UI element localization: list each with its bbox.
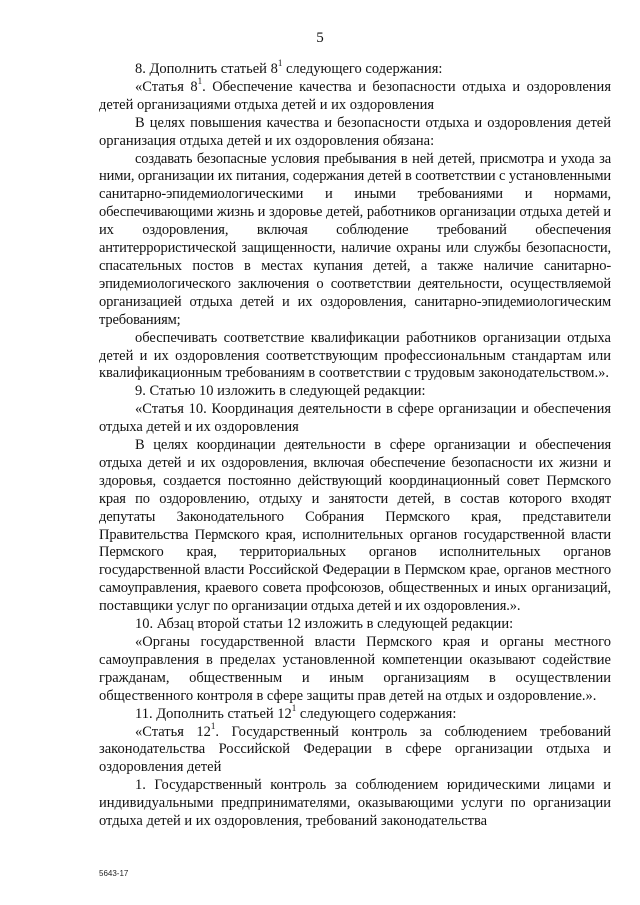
paragraph-qualification: обеспечивать соответствие квалификации работников организации отдыха детей и их оздоровления соответствующим профессиональным стандартам или квалификационным требованиям в соответствии с трудовым законодательством.». xyxy=(99,329,611,382)
paragraph-article-10-title: «Статья 10. Координация деятельности в сфере организации и обеспечения отдыха детей и их оздоровления xyxy=(99,401,611,436)
paragraph-article-8-1-intro: В целях повышения качества и безопасности отдыха и оздоровления детей организация отдыха детей и их оздоровления обязана: xyxy=(99,114,611,149)
page-number: 5 xyxy=(316,30,324,46)
document-body xyxy=(99,58,611,831)
paragraph-article-10-body: В целях координации деятельности в сфере организации и обеспечения отдыха детей и их оздоровления, включая обеспечение безопасности их жизни и здоровья, создается постоянно действующий координационный совет Пермского края по оздоровлению, отдыху и занятости детей, в состав которого входят депутаты Законодательного Собрания Пермского края, представители Правительства Пермского края, исполнительных органов государственной власти Пермского края, территориальных органов исполнительных органов государственной власти Российской Федерации в Пермском крае, органов местного самоуправления, краевого совета профсоюзов, общественных и иных организаций, поставщики услуг по организации отдыха детей и их оздоровления.». xyxy=(99,437,611,615)
paragraph-amendment-10: 10. Абзац второй статьи 12 изложить в следующей редакции: xyxy=(135,616,514,633)
paragraph-amendment-9: 9. Статью 10 изложить в следующей редакции: xyxy=(135,383,426,400)
paragraph-article-12-1-title: «Статья $12^1$. Государственный контроль за соблюдением требований законодательства Российской Федерации в сфере организации отдыха и оздоровления детей xyxy=(99,720,611,776)
paragraph-amendment-11: 11. Дополнить статьей $12^1$ следующего содержания: xyxy=(135,702,457,722)
document-code: 5643-17 xyxy=(99,869,129,878)
paragraph-safe-conditions: создавать безопасные условия пребывания в ней детей, присмотра и ухода за ними, организации их питания, содержания детей в соответствии с установленными санитарно-эпидемиологическими и иными требованиями и нормами, обеспечивающими жизнь и здоровье детей, работников организации отдыха детей и их оздоровления, включая соблюдение требований обеспечения антитеррористической защищенности, наличие охраны или службы безопасности, спасательных постов в местах купания детей, а также наличие санитарно-эпидемиологического заключения о соответствии деятельности, осуществляемой организацией отдыха детей и их оздоровления, санитарно-эпидемиологическим требованиям; xyxy=(99,150,611,328)
paragraph-amendment-8: 8. Дополнить статьей $8^1$ следующего содержания: xyxy=(135,58,443,77)
paragraph-article-12-1-item-1: 1. Государственный контроль за соблюдением юридическими лицами и индивидуальными предпринимателями, оказывающими услуги по организации отдыха детей и их оздоровления, требований законодательства xyxy=(99,777,611,830)
paragraph-article-8-1-title: «Статья $8^1$. Обеспечение качества и безопасности отдыха и оздоровления детей организациями отдыха детей и их оздоровления xyxy=(99,76,611,113)
paragraph-article-12-paragraph-2: «Органы государственной власти Пермского края и органы местного самоуправления в пределах установленной компетенции оказывают содействие гражданам, общественным и иным организациям в осуществлении общественного контроля в сфере защиты прав детей на отдых и оздоровление.». xyxy=(99,634,611,704)
